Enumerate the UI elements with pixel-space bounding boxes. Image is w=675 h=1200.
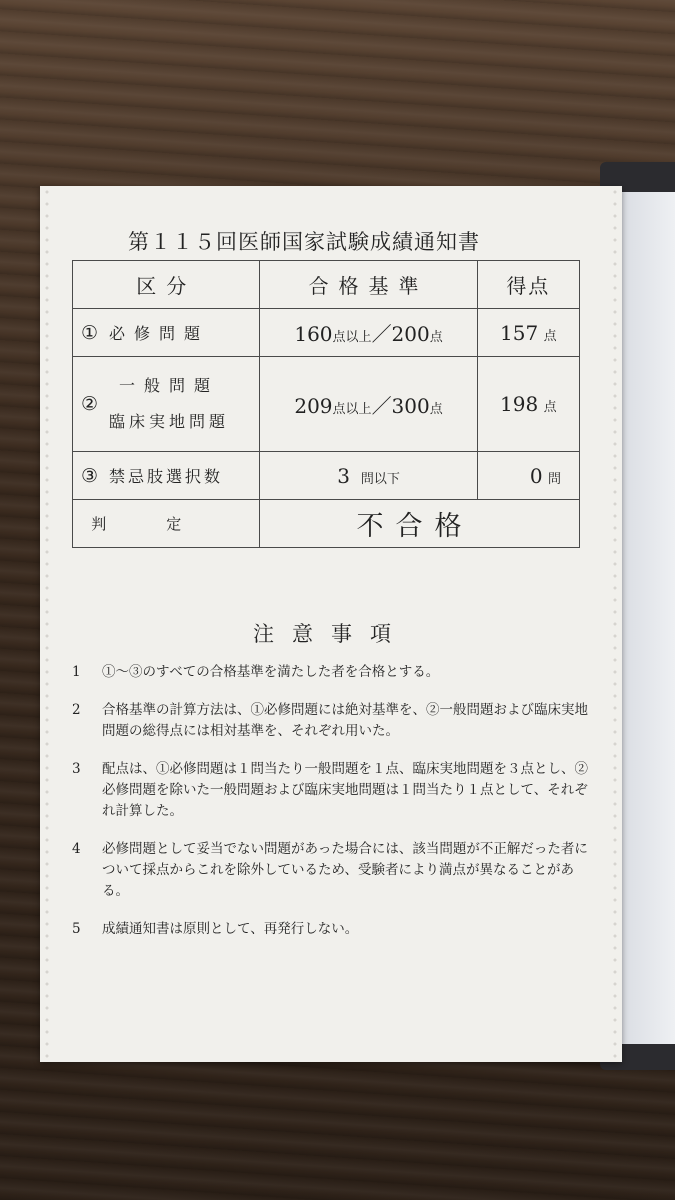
standard-cell (260, 309, 477, 357)
score-value: 0 (529, 463, 543, 488)
notes-list (72, 662, 592, 957)
score-value: 198 (500, 392, 539, 416)
score-cell (477, 357, 579, 452)
note-number: 5 (72, 921, 81, 937)
score-cell (477, 309, 579, 357)
row-number: ③ (81, 465, 99, 487)
table-row (73, 452, 580, 500)
table-row (73, 309, 580, 357)
table-row (73, 357, 580, 452)
score-unit: 問 (547, 471, 561, 487)
book-pages (618, 192, 675, 1044)
judgment-label-cell (73, 500, 260, 548)
standard-value: 160 (294, 322, 333, 346)
list-item (72, 839, 592, 902)
score-report-sheet (40, 186, 622, 1062)
note-text: 合格基準の計算方法は、①必修問題には絶対基準を、②一般問題および臨床実地問題の総得点には相対基準を、それぞれ用いた。 (102, 702, 588, 739)
standard-total: ／300 (371, 393, 430, 418)
category-cell (73, 309, 260, 357)
category-label-line1: 一般問題 (119, 376, 220, 395)
list-item (72, 662, 592, 683)
notes-title: 注意事項 (253, 622, 409, 646)
row-number: ① (81, 322, 99, 344)
note-text: 必修問題として妥当でない問題があった場合には、該当問題が不正解だった者について採点からこれを除外しているため、受験者により満点が異なることがある。 (102, 841, 588, 899)
standard-total: ／200 (371, 322, 430, 346)
category-cell (73, 357, 260, 452)
standard-value: 209 (294, 393, 333, 418)
score-table (72, 260, 580, 548)
note-number: 2 (72, 702, 81, 718)
category-cell (73, 452, 260, 500)
table-header-row (73, 261, 580, 309)
category-lines (109, 368, 229, 440)
score-unit: 点 (543, 328, 557, 344)
note-number: 1 (72, 664, 81, 680)
list-item (72, 759, 592, 822)
note-number: 3 (72, 761, 81, 777)
category-label: 必修問題 (109, 324, 210, 343)
standard-unit: 問以下 (360, 471, 400, 487)
note-number: 4 (72, 841, 81, 857)
header-standard: 合格基準 (260, 261, 477, 309)
row-number: ② (81, 393, 99, 415)
list-item (72, 700, 592, 742)
category-label: 禁忌肢選択数 (109, 467, 224, 486)
judgment-label: 判定 (91, 515, 242, 533)
note-text: 配点は、①必修問題は１問当たり一般問題を１点、臨床実地問題を３点とし、②必修問題を除いた一般問題および臨床実地問題は１問当たり１点として、それぞれ計算した。 (102, 761, 588, 819)
standard-unit: 点以上 (332, 330, 372, 345)
category-label-line2: 臨床実地問題 (109, 412, 230, 431)
header-category: 区分 (73, 261, 260, 309)
judgment-value-cell (260, 500, 580, 548)
list-item (72, 919, 592, 940)
standard-total-unit: 点 (429, 401, 443, 417)
standard-value: 3 (337, 463, 351, 488)
standard-cell (260, 452, 477, 500)
standard-unit: 点以上 (332, 401, 372, 417)
note-text: 成績通知書は原則として、再発行しない。 (102, 921, 359, 937)
note-text: ①〜③のすべての合格基準を満たした者を合格とする。 (102, 664, 440, 680)
document-title: 第１１５回医師国家試験成績通知書 (128, 230, 480, 254)
score-value: 157 (500, 320, 539, 345)
score-cell (477, 452, 579, 500)
score-unit: 点 (543, 400, 557, 415)
judgment-row (73, 500, 580, 548)
header-score: 得点 (477, 261, 579, 309)
standard-total-unit: 点 (429, 330, 443, 345)
judgment-value: 不合格 (356, 511, 474, 542)
standard-cell (260, 357, 477, 452)
